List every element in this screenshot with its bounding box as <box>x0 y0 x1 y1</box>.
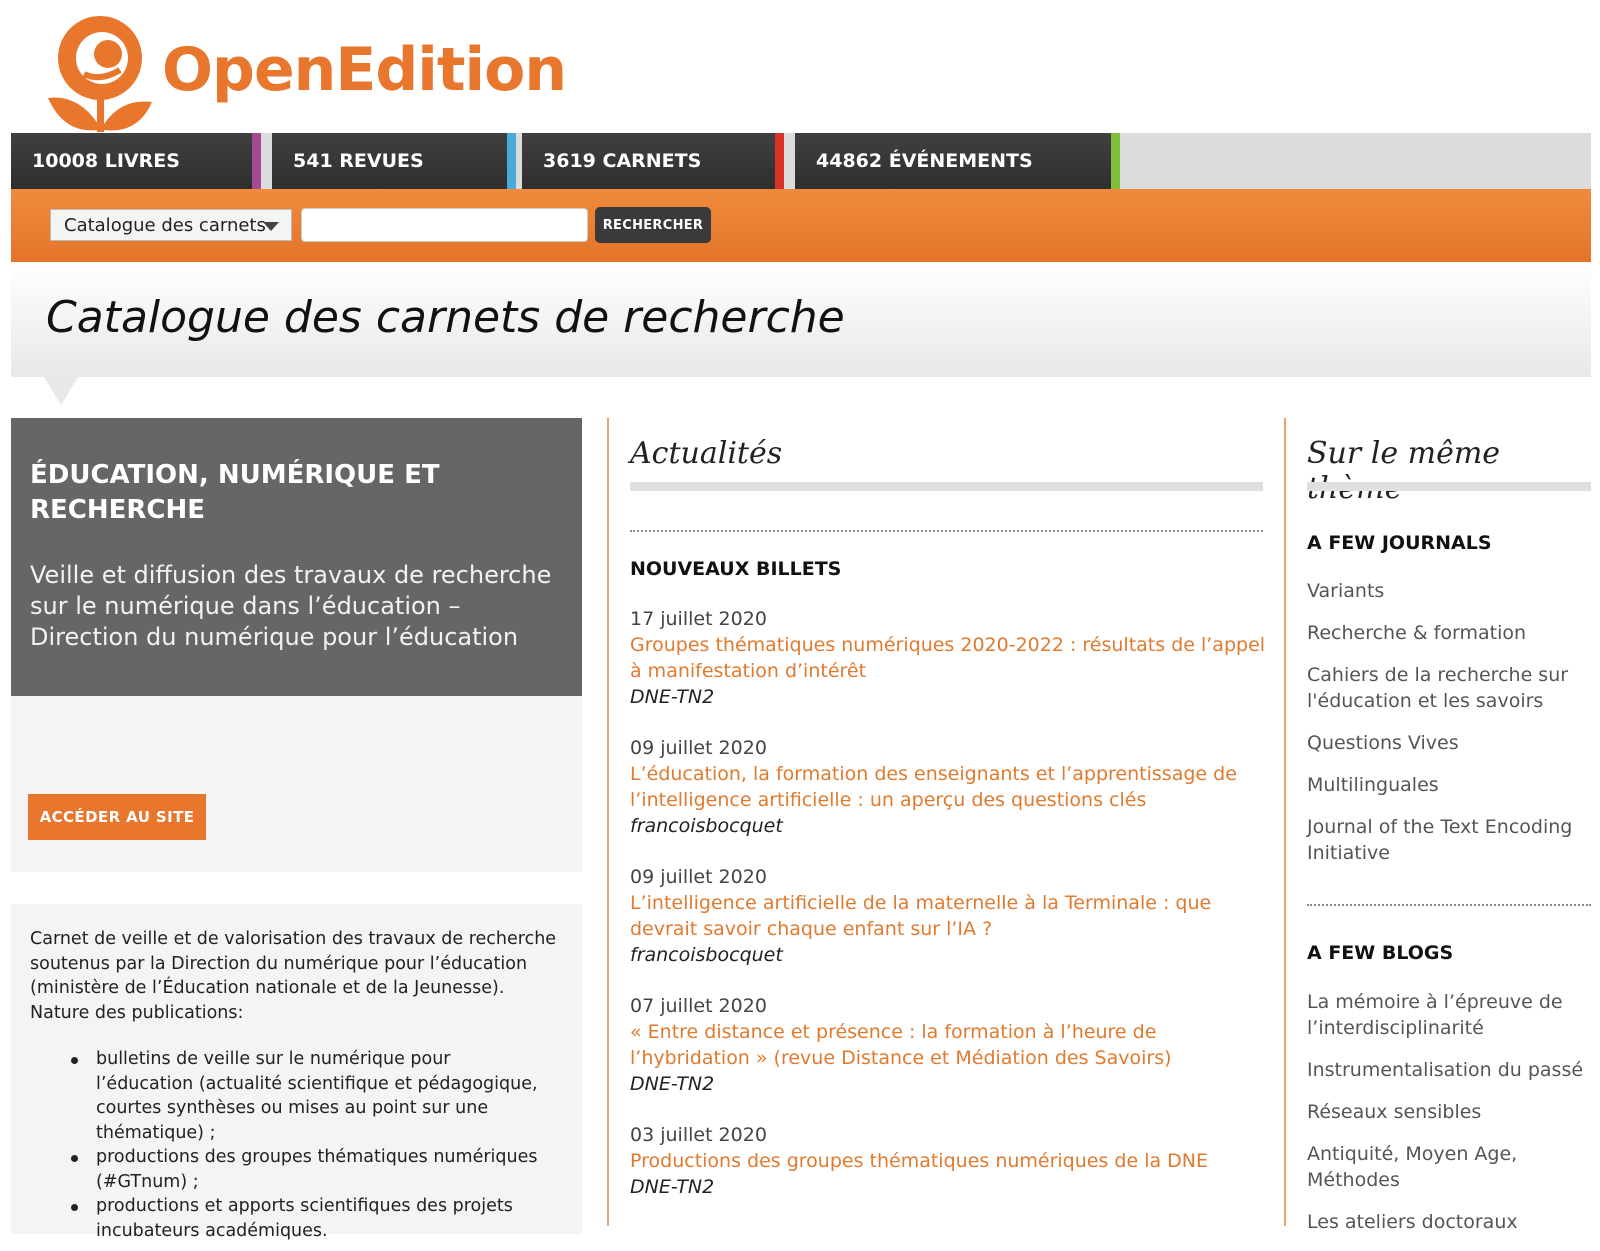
column-divider <box>1284 418 1286 1226</box>
nav-evenements[interactable] <box>795 133 1120 189</box>
blogs-heading: A FEW BLOGS <box>1307 942 1454 964</box>
description-text: Carnet de veille et de valorisation des travaux de recherche soutenus par la Direction du numérique pour l’éducation (ministère de l’Éducation nationale et de la Jeunesse). Nature des publications: <box>30 929 557 1023</box>
theme-heading: Sur le même <box>1307 436 1501 471</box>
journals-list <box>1307 578 1587 882</box>
search-scope-select[interactable] <box>50 209 292 241</box>
collections-nav <box>11 133 1591 189</box>
list-item <box>71 1145 551 1194</box>
nav-livres-color-bar <box>252 133 261 189</box>
search-scope-value: Catalogue des carnets <box>64 214 266 236</box>
search-input[interactable] <box>301 208 588 242</box>
journal-link[interactable]: Variants <box>1307 580 1385 602</box>
news-item <box>630 864 1270 968</box>
news-date: 07 juillet 2020 <box>630 995 767 1017</box>
search-button[interactable]: RECHERCHER <box>595 207 711 243</box>
theme-divider <box>1307 904 1591 906</box>
nav-carnets-color-bar <box>775 133 784 189</box>
news-item <box>630 606 1270 710</box>
journals-heading: A FEW JOURNALS <box>1307 532 1492 554</box>
blog-link[interactable]: Les ateliers doctoraux <box>1307 1211 1518 1233</box>
new-posts-heading: NOUVEAUX BILLETS <box>630 558 842 580</box>
nav-evenements-color-bar <box>1111 133 1120 189</box>
journal-link[interactable]: Cahiers de la recherche sur l'éducation et les savoirs <box>1307 664 1569 712</box>
blog-header <box>11 418 582 696</box>
news-item <box>630 993 1270 1097</box>
news-author[interactable]: DNE-TN2 <box>630 1073 715 1095</box>
nav-revues-color-bar <box>507 133 516 189</box>
nav-carnets-label: 3619 CARNETS <box>543 150 702 172</box>
news-title-link[interactable]: Productions des groupes thématiques numériques de la DNE <box>630 1150 1209 1172</box>
page-title: Catalogue des carnets de recherche <box>46 292 845 343</box>
news-author[interactable]: francoisbocquet <box>630 944 783 966</box>
blog-link[interactable]: Antiquité, Moyen Age, Méthodes <box>1307 1143 1518 1191</box>
nav-revues-label: 541 REVUES <box>293 150 424 172</box>
title-band <box>11 262 1591 377</box>
theme-heading-underline <box>1307 482 1591 491</box>
news-title-link[interactable]: L’intelligence artificielle de la maternelle à la Terminale : que devrait savoir chaque enfant sur l’IA ? <box>630 892 1212 940</box>
nav-evenements-label: 44862 ÉVÉNEMENTS <box>816 150 1033 172</box>
journal-link[interactable]: Recherche & formation <box>1307 622 1527 644</box>
flower-logo-icon <box>44 14 156 134</box>
news-author[interactable]: francoisbocquet <box>630 815 783 837</box>
blog-description <box>11 904 582 1241</box>
blog-subtitle: Veille et diffusion des travaux de recherche sur le numérique dans l’éducation – Direction du numérique pour l’éducation <box>30 561 552 651</box>
list-item-text: productions et apports scientifiques des projets incubateurs académiques. <box>96 1196 513 1241</box>
journal-link[interactable]: Journal of the Text Encoding Initiative <box>1307 816 1573 864</box>
news-author[interactable]: DNE-TN2 <box>630 686 715 708</box>
blog-link[interactable]: Instrumentalisation du passé <box>1307 1059 1584 1081</box>
news-divider <box>630 530 1263 532</box>
publication-types-list <box>71 1047 551 1243</box>
bullet-icon <box>71 1057 78 1064</box>
access-site-button[interactable]: ACCÉDER AU SITE <box>28 794 206 840</box>
list-item-text: bulletins de veille sur le numérique pour l’éducation (actualité scientifique et pédagogique, courtes synthèses ou mises au point sur une thématique) ; <box>96 1049 538 1143</box>
chevron-down-icon <box>263 222 279 231</box>
news-item <box>630 735 1270 839</box>
blog-link[interactable]: La mémoire à l’épreuve de l’interdisciplinarité <box>1307 991 1563 1039</box>
blog-title: ÉDUCATION, NUMÉRIQUE ET RECHERCHE <box>30 460 440 525</box>
nav-carnets[interactable] <box>522 133 784 189</box>
news-title-link[interactable]: L’éducation, la formation des enseignants et l’apprentissage de l’intelligence artificielle : un aperçu des questions clés <box>630 763 1237 811</box>
journal-link[interactable]: Multilinguales <box>1307 774 1439 796</box>
news-heading-underline <box>630 482 1263 491</box>
news-title-link[interactable]: « Entre distance et présence : la formation à l’heure de l’hybridation » (revue Distance et Médiation des Savoirs) <box>630 1021 1172 1069</box>
blog-link[interactable]: Réseaux sensibles <box>1307 1101 1482 1123</box>
nav-livres[interactable] <box>11 133 261 189</box>
news-date: 09 juillet 2020 <box>630 866 767 888</box>
news-title-link[interactable]: Groupes thématiques numériques 2020-2022 : résultats de l’appel à manifestation d’intérêt <box>630 634 1266 682</box>
list-item-text: productions des groupes thématiques numériques (#GTnum) ; <box>96 1147 538 1192</box>
journal-link[interactable]: Questions Vives <box>1307 732 1459 754</box>
bullet-icon <box>71 1204 78 1211</box>
news-item <box>630 1122 1270 1200</box>
news-date: 17 juillet 2020 <box>630 608 767 630</box>
bullet-icon <box>71 1155 78 1162</box>
news-author[interactable]: DNE-TN2 <box>630 1176 715 1198</box>
blog-card <box>11 418 582 872</box>
news-date: 03 juillet 2020 <box>630 1124 767 1146</box>
nav-revues[interactable] <box>272 133 516 189</box>
news-date: 09 juillet 2020 <box>630 737 767 759</box>
news-heading: Actualités <box>630 436 783 471</box>
search-bar <box>11 189 1591 262</box>
list-item <box>71 1194 551 1243</box>
brand-name: OpenEdition <box>162 35 567 105</box>
column-divider <box>607 418 609 1226</box>
nav-livres-label: 10008 LIVRES <box>32 150 180 172</box>
title-pointer <box>44 377 78 405</box>
blogs-list <box>1307 989 1587 1251</box>
openedition-logo[interactable] <box>44 14 566 134</box>
list-item <box>71 1047 551 1145</box>
